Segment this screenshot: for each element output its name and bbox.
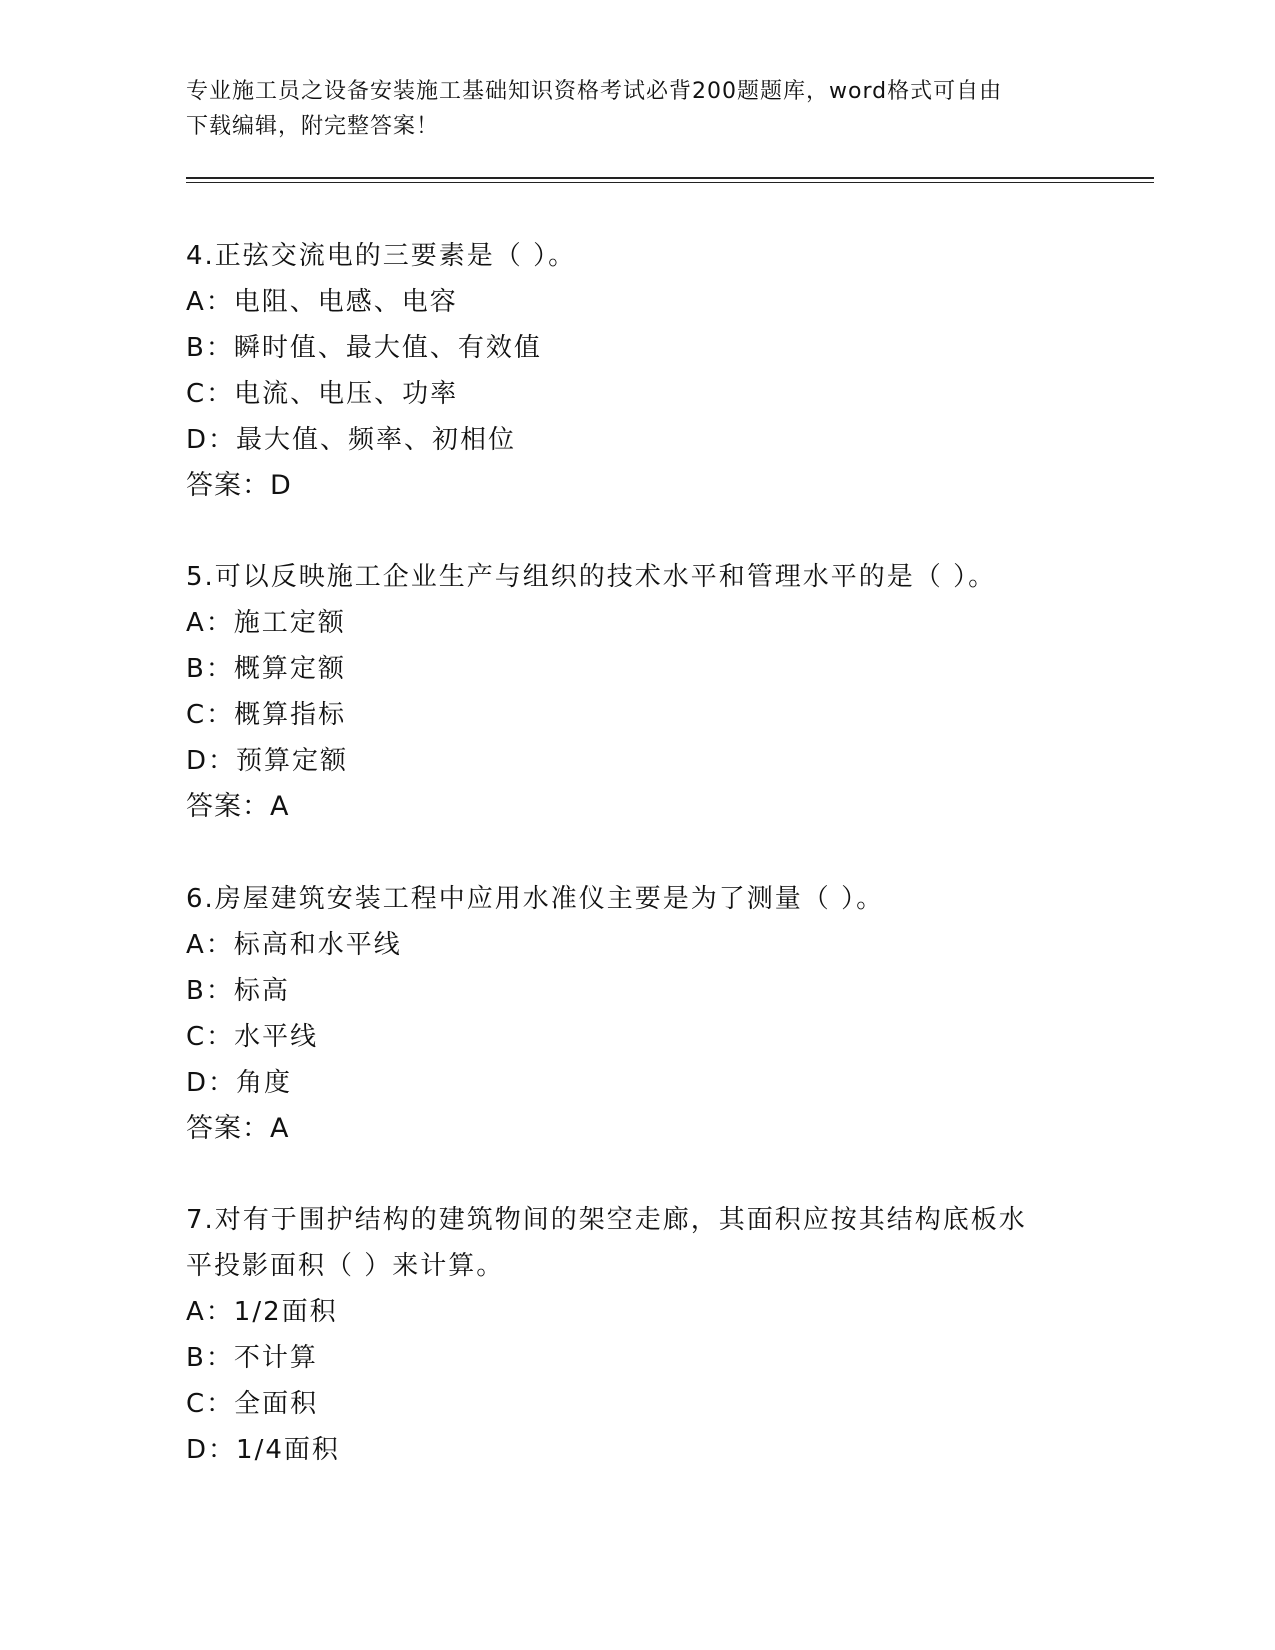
question-title: 5.可以反映施工企业生产与组织的技术水平和管理水平的是（ ）。 bbox=[186, 562, 997, 592]
header-divider-thick bbox=[186, 177, 1154, 179]
header-line-2: 下载编辑，附完整答案！ bbox=[186, 114, 440, 139]
option-a: A：电阻、电感、电容 bbox=[186, 287, 458, 317]
question-title: 4.正弦交流电的三要素是（ ）。 bbox=[186, 241, 577, 271]
answer-line: 答案：A bbox=[186, 1113, 290, 1144]
option-b: B：瞬时值、最大值、有效值 bbox=[186, 333, 542, 363]
option-d: D：1/4面积 bbox=[186, 1435, 340, 1465]
option-c: C：水平线 bbox=[186, 1022, 319, 1052]
answer-line: 答案：D bbox=[186, 470, 292, 501]
option-d: D：预算定额 bbox=[186, 746, 349, 776]
option-d: D：最大值、频率、初相位 bbox=[186, 425, 517, 455]
option-c: C：电流、电压、功率 bbox=[186, 379, 459, 409]
header-divider-thin bbox=[186, 182, 1154, 183]
option-d: D：角度 bbox=[186, 1068, 293, 1098]
option-a: A：1/2面积 bbox=[186, 1297, 338, 1327]
question-title-line-2: 平投影面积（ ）来计算。 bbox=[186, 1251, 505, 1281]
question-7 bbox=[186, 1197, 1086, 1473]
option-a: A：施工定额 bbox=[186, 608, 346, 638]
option-a: A：标高和水平线 bbox=[186, 930, 402, 960]
header-line-1: 专业施工员之设备安装施工基础知识资格考试必背200题题库，word格式可自由 bbox=[186, 79, 1003, 104]
question-title: 6.房屋建筑安装工程中应用水准仪主要是为了测量（ ）。 bbox=[186, 884, 885, 914]
question-6 bbox=[186, 876, 1086, 1152]
document-header bbox=[186, 74, 1066, 144]
question-4 bbox=[186, 233, 1086, 509]
option-b: B：不计算 bbox=[186, 1343, 318, 1373]
answer-line: 答案：A bbox=[186, 791, 290, 822]
option-c: C：概算指标 bbox=[186, 700, 347, 730]
option-c: C：全面积 bbox=[186, 1389, 319, 1419]
question-title-line-1: 7.对有于围护结构的建筑物间的架空走廊，其面积应按其结构底板水 bbox=[186, 1205, 1027, 1235]
option-b: B：概算定额 bbox=[186, 654, 346, 684]
option-b: B：标高 bbox=[186, 976, 290, 1006]
question-5 bbox=[186, 554, 1086, 830]
